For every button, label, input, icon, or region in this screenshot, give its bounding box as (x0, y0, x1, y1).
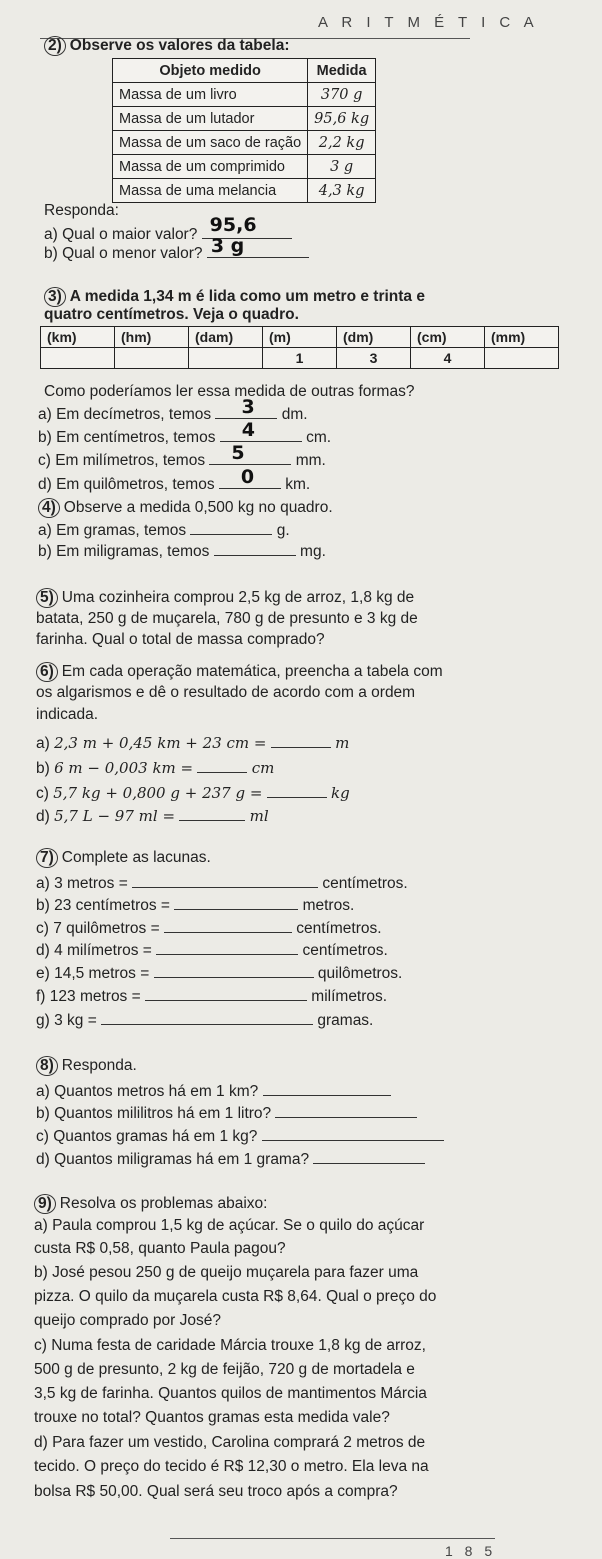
table-cell: Massa de um saco de ração (113, 131, 308, 155)
q2-b-answer: 3 g (210, 235, 245, 257)
q2-responda: Responda: (44, 202, 119, 219)
q9-line: bolsa R$ 50,00. Qual será seu troco após a compra? (34, 1483, 398, 1500)
q7-e-label: e) 14,5 metros = (36, 965, 150, 982)
q7-item-a (36, 873, 408, 893)
q7-item-b (36, 895, 354, 915)
q3-item-b (38, 419, 332, 447)
digit-cell (189, 348, 263, 369)
q6-line3: indicada. (36, 706, 99, 723)
q7-title: Complete as lacunas. (61, 849, 211, 866)
q5-line2: batata, 250 g de muçarela, 780 g de presunto e 3 kg de (36, 610, 418, 627)
q2-b-answer-field[interactable] (207, 235, 309, 258)
q7-a-unit: centímetros. (322, 875, 408, 892)
q9-title-line (34, 1194, 267, 1214)
q6-d-unit: ml (249, 807, 269, 825)
unit-cell: (dam) (189, 327, 263, 348)
q8-a-answer-field[interactable] (263, 1081, 391, 1096)
q3-b-label: b) Em centímetros, temos (38, 429, 216, 446)
q9-title: Resolva os problemas abaixo: (59, 1195, 268, 1212)
q4-text-line (38, 498, 333, 518)
q3-line2: quatro centímetros. Veja o quadro. (44, 306, 299, 323)
q8-c-answer-field[interactable] (262, 1126, 444, 1141)
q6-a-unit: m (335, 734, 350, 752)
q7-item-e (36, 963, 402, 983)
q9-line: a) Paula comprou 1,5 kg de açúcar. Se o quilo do açúcar (34, 1217, 425, 1234)
q9-number: 9) (34, 1194, 56, 1214)
table-cell: 4,3 kg (308, 179, 376, 203)
q2-number: 2) (44, 36, 66, 56)
q6-d-answer-field[interactable] (179, 806, 245, 821)
q3-c-answer-field[interactable] (209, 442, 291, 465)
q9-line: 3,5 kg de farinha. Quantos quilos de mantimentos Márcia (34, 1385, 427, 1402)
q3-c-answer: 5 (231, 442, 245, 464)
q5-number: 5) (36, 588, 58, 608)
q6-b-unit: cm (251, 759, 275, 777)
table-cell: 2,2 kg (308, 131, 376, 155)
unit-cell: (hm) (115, 327, 189, 348)
q9-line: 500 g de presunto, 2 kg de feijão, 720 g de mortadela e (34, 1361, 415, 1378)
q6-a-expr: 2,3 m + 0,45 km + 23 cm = (54, 734, 267, 752)
q9-line: c) Numa festa de caridade Márcia trouxe 1,8 kg de arroz, (34, 1337, 426, 1354)
q7-e-answer-field[interactable] (154, 963, 314, 978)
q3-question: Como poderíamos ler essa medida de outras formas? (44, 383, 415, 400)
page-number: 1 8 5 (445, 1543, 497, 1559)
units-digit-row (41, 348, 559, 369)
q6-c-unit: kg (331, 784, 350, 802)
q4-b-label: b) Em miligramas, temos (38, 543, 210, 560)
q7-e-unit: quilômetros. (317, 965, 403, 982)
table-cell: 95,6 kg (308, 107, 376, 131)
q5-line3: farinha. Qual o total de massa comprado? (36, 631, 325, 648)
table-cell: Massa de uma melancia (113, 179, 308, 203)
section-header: A R I T M É T I C A (318, 14, 539, 31)
q8-item-c (36, 1126, 444, 1146)
q2-a-label: a) Qual o maior valor? (44, 226, 198, 243)
q8-a-label: a) Quantos metros há em 1 km? (36, 1083, 259, 1100)
q3-a-unit: dm. (281, 406, 308, 423)
q8-title: Responda. (61, 1057, 137, 1074)
table-row (113, 179, 376, 203)
q6-c-answer-field[interactable] (267, 783, 327, 798)
q7-title-line (36, 848, 211, 868)
q8-title-line (36, 1056, 137, 1076)
q3-d-answer: 0 (240, 466, 255, 488)
q6-item-b (36, 758, 274, 778)
q3-a-label: a) Em decímetros, temos (38, 406, 212, 423)
unit-cell: (cm) (411, 327, 485, 348)
q3-c-unit: mm. (295, 452, 326, 469)
q6-a-label: a) (36, 735, 50, 752)
q3-item-d (38, 466, 311, 494)
q7-item-c (36, 918, 382, 938)
units-table (40, 326, 559, 369)
q4-b-answer-field[interactable] (214, 541, 296, 556)
q7-g-answer-field[interactable] (101, 1010, 313, 1025)
q7-item-d (36, 940, 388, 960)
q9-line: queijo comprado por José? (34, 1312, 221, 1329)
digit-cell (485, 348, 559, 369)
units-header-row (41, 327, 559, 348)
q3-b-answer: 4 (241, 419, 255, 441)
q6-b-label: b) (36, 760, 50, 777)
q6-d-label: d) (36, 808, 50, 825)
q6-text-1: Em cada operação matemática, preencha a tabela com (61, 663, 443, 680)
q6-item-c (36, 783, 350, 803)
q7-c-label: c) 7 quilômetros = (36, 920, 160, 937)
q8-number: 8) (36, 1056, 58, 1076)
q7-f-unit: milímetros. (311, 988, 388, 1005)
q6-b-answer-field[interactable] (197, 758, 247, 773)
table-cell: 370 g (308, 83, 376, 107)
q9-line: trouxe no total? Quantos gramas esta medida vale? (34, 1409, 390, 1426)
table-cell: 3 g (308, 155, 376, 179)
q7-g-unit: gramas. (317, 1012, 374, 1029)
q3-b-unit: cm. (306, 429, 332, 446)
q4-item-b (38, 541, 326, 561)
q2-a-answer: 95,6 (209, 214, 257, 236)
q3-a-answer-field[interactable] (215, 396, 277, 419)
q3-number: 3) (44, 287, 66, 307)
q7-a-label: a) 3 metros = (36, 875, 128, 892)
q8-d-answer-field[interactable] (313, 1149, 425, 1164)
q2-item-b (44, 235, 309, 263)
table-row (113, 131, 376, 155)
q6-c-expr: 5,7 kg + 0,800 g + 237 g = (53, 784, 263, 802)
unit-cell: (mm) (485, 327, 559, 348)
table-header: Medida (308, 59, 376, 83)
q8-d-label: d) Quantos miligramas há em 1 grama? (36, 1151, 310, 1168)
q7-d-label: d) 4 milímetros = (36, 942, 152, 959)
digit-cell: 1 (263, 348, 337, 369)
q7-g-label: g) 3 kg = (36, 1012, 97, 1029)
q7-d-unit: centímetros. (302, 942, 388, 959)
q7-c-unit: centímetros. (296, 920, 382, 937)
q2-b-label: b) Qual o menor valor? (44, 245, 203, 262)
table-row (113, 107, 376, 131)
table-row (113, 155, 376, 179)
q6-item-d (36, 806, 269, 826)
q7-number: 7) (36, 848, 58, 868)
q3-item-a (38, 396, 308, 424)
q6-number: 6) (36, 662, 58, 682)
unit-cell: (m) (263, 327, 337, 348)
q6-c-label: c) (36, 785, 49, 802)
digit-cell: 4 (411, 348, 485, 369)
q4-item-a (38, 520, 290, 540)
q9-line: tecido. O preço do tecido é R$ 12,30 o metro. Ela leva na (34, 1458, 429, 1475)
q4-b-unit: mg. (300, 543, 326, 560)
q2-prompt (44, 36, 289, 56)
q6-a-answer-field[interactable] (271, 733, 331, 748)
q8-c-label: c) Quantos gramas há em 1 kg? (36, 1128, 258, 1145)
q8-b-label: b) Quantos mililitros há em 1 litro? (36, 1105, 272, 1122)
q9-line: b) José pesou 250 g de queijo muçarela para fazer uma (34, 1264, 419, 1281)
q3-text-1: A medida 1,34 m é lida como um metro e trinta e (69, 288, 425, 305)
table-row (113, 83, 376, 107)
q9-line: custa R$ 0,58, quanto Paula pagou? (34, 1240, 286, 1257)
q2-item-a (44, 214, 292, 244)
q2-text: Observe os valores da tabela: (69, 37, 290, 54)
footer-rule (170, 1538, 495, 1539)
unit-cell: (dm) (337, 327, 411, 348)
q7-f-answer-field[interactable] (145, 986, 307, 1001)
q3-line1 (44, 287, 425, 307)
table-cell: Massa de um comprimido (113, 155, 308, 179)
q7-c-answer-field[interactable] (164, 918, 292, 933)
table-cell: Massa de um lutador (113, 107, 308, 131)
q7-b-answer-field[interactable] (174, 895, 298, 910)
q5-text-1: Uma cozinheira comprou 2,5 kg de arroz, 1,8 kg de (61, 589, 415, 606)
q4-a-unit: g. (276, 522, 290, 539)
q7-item-g (36, 1010, 373, 1030)
q8-item-d (36, 1149, 425, 1169)
q7-item-f (36, 986, 387, 1006)
q4-number: 4) (38, 498, 60, 518)
digit-cell (115, 348, 189, 369)
q3-d-unit: km. (285, 476, 311, 493)
q7-b-unit: metros. (302, 897, 355, 914)
q3-d-label: d) Em quilômetros, temos (38, 476, 215, 493)
q6-line2: os algarismos e dê o resultado de acordo com a ordem (36, 684, 416, 701)
q3-d-answer-field[interactable] (219, 466, 281, 489)
table-cell: Massa de um livro (113, 83, 308, 107)
q9-line: d) Para fazer um vestido, Carolina comprará 2 metros de (34, 1434, 426, 1451)
q7-b-label: b) 23 centímetros = (36, 897, 170, 914)
table-header: Objeto medido (113, 59, 308, 83)
q3-b-answer-field[interactable] (220, 419, 302, 442)
q4-a-label: a) Em gramas, temos (38, 522, 187, 539)
q4-text: Observe a medida 0,500 kg no quadro. (63, 499, 333, 516)
q3-a-answer: 3 (241, 396, 255, 418)
q6-line1 (36, 662, 443, 682)
q7-f-label: f) 123 metros = (36, 988, 141, 1005)
q7-d-answer-field[interactable] (156, 940, 298, 955)
q9-line: pizza. O quilo da muçarela custa R$ 8,64. Qual o preço do (34, 1288, 437, 1305)
q3-c-label: c) Em milímetros, temos (38, 452, 206, 469)
digit-cell (41, 348, 115, 369)
mass-table (112, 58, 376, 203)
q8-item-a (36, 1081, 391, 1101)
table-header-row (113, 59, 376, 83)
q6-d-expr: 5,7 L − 97 ml = (54, 807, 176, 825)
q8-item-b (36, 1103, 417, 1123)
q4-a-answer-field[interactable] (190, 520, 272, 535)
q3-item-c (38, 442, 326, 470)
q7-a-answer-field[interactable] (132, 873, 318, 888)
q6-b-expr: 6 m − 0,003 km = (54, 759, 194, 777)
unit-cell: (km) (41, 327, 115, 348)
q8-b-answer-field[interactable] (275, 1103, 417, 1118)
q6-item-a (36, 733, 349, 753)
digit-cell: 3 (337, 348, 411, 369)
q5-line1 (36, 588, 414, 608)
